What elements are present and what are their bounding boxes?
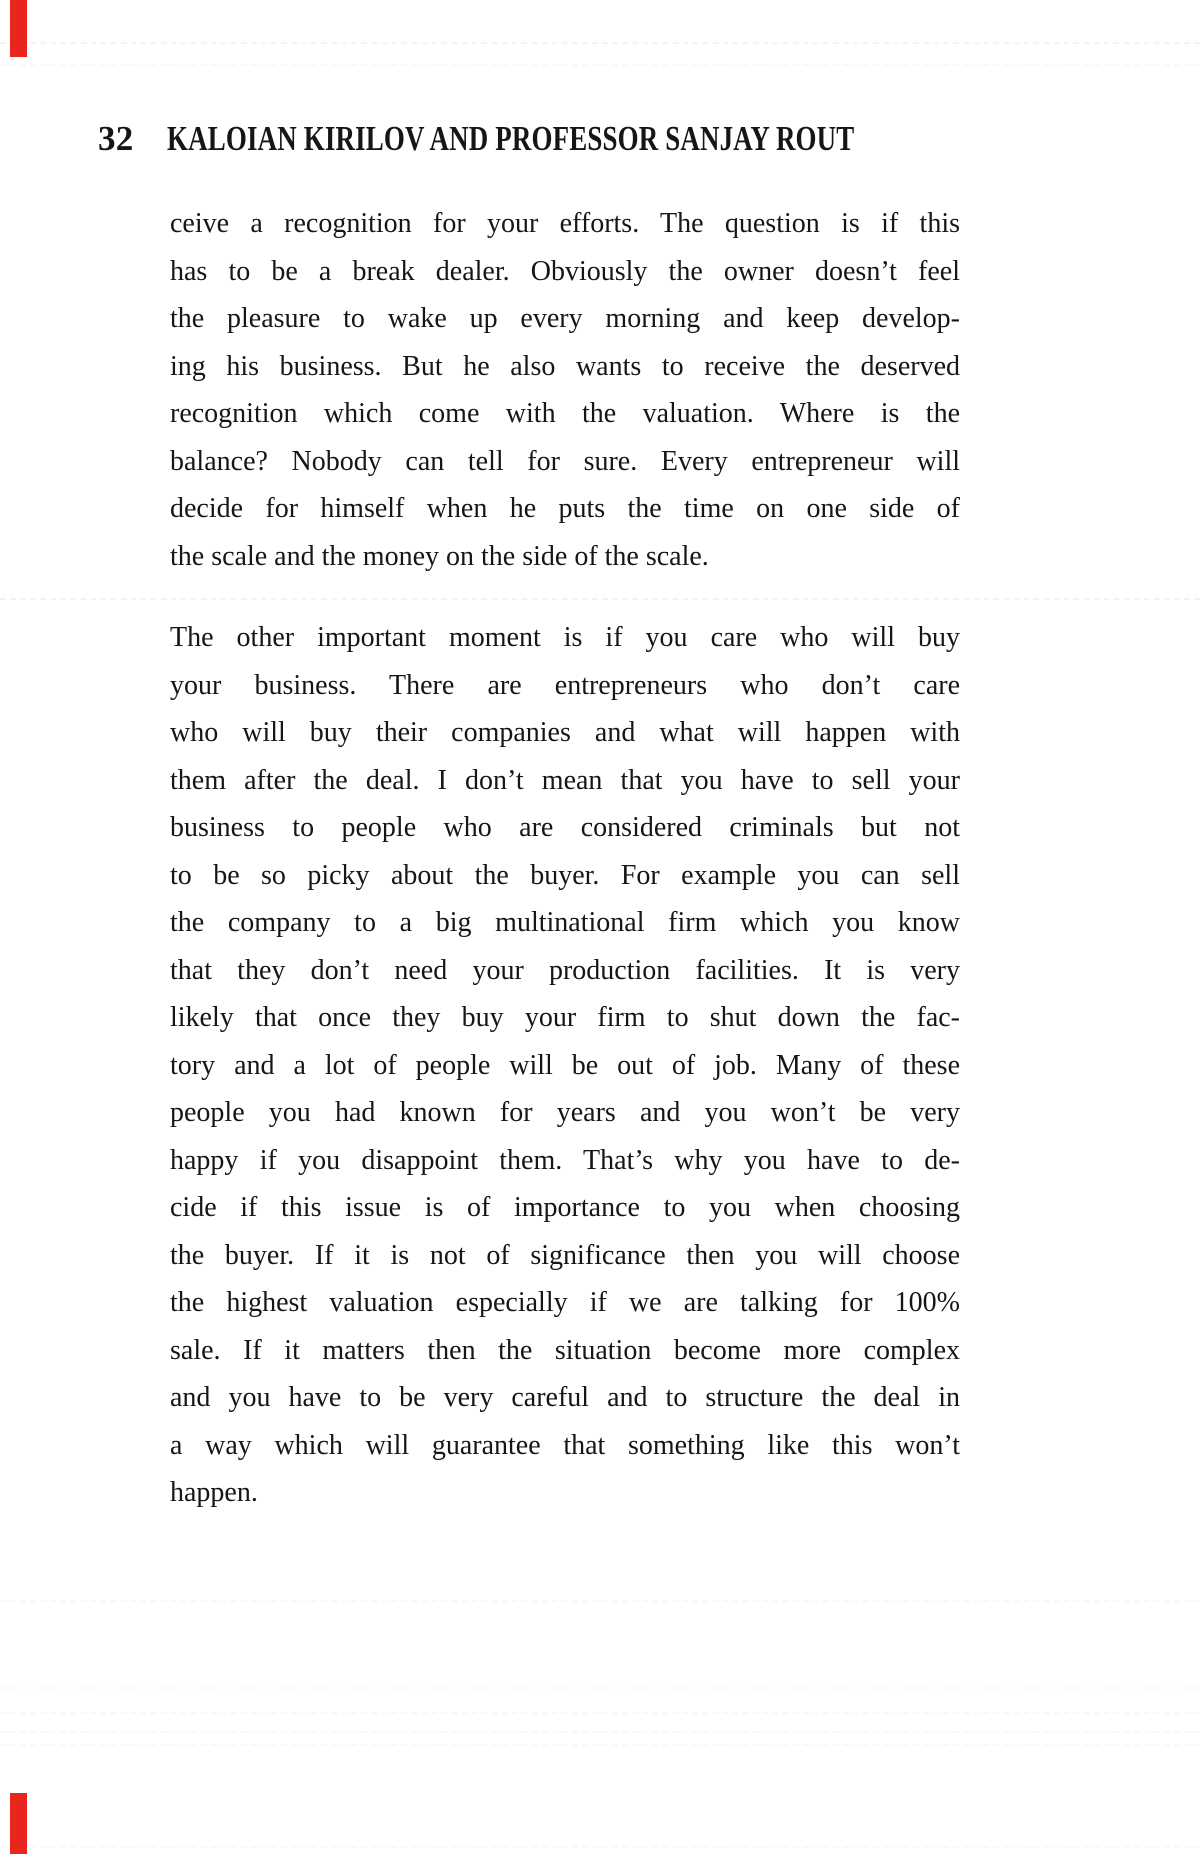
running-header-title: KALOIAN KIRILOV AND PROFESSOR SANJAY ROUT [167,119,855,158]
page-number: 32 [98,119,134,158]
text-line: who will buy their companies and what will happen with [170,717,960,748]
paragraph [170,200,960,580]
text-line: your business. There are entrepreneurs who don’t care [170,669,960,701]
scan-artifact-line [0,1846,1200,1848]
page-edge-marker-bottom [10,1793,27,1854]
scan-artifact-line [0,1712,1200,1714]
text-line: ceive a recognition for your efforts. The question is if this [170,208,960,239]
text-line: balance? Nobody can tell for sure. Every entrepreneur will [170,445,960,477]
text-line: that they don’t need your production facilities. It is very [170,954,960,986]
page-edge-marker-top [10,0,27,57]
text-line: them after the deal. I don’t mean that you have to sell your [170,764,960,796]
text-line: the company to a big multinational firm which you know [170,907,960,938]
text-line: and you have to be very careful and to structure the deal in [170,1382,960,1413]
scan-artifact-line [0,1731,1200,1733]
text-line: the highest valuation especially if we are talking for 100% [170,1287,960,1318]
text-line: recognition which come with the valuation. Where is the [170,398,960,429]
paragraph [170,614,960,1517]
text-line: to be so picky about the buyer. For example you can sell [170,859,960,891]
text-line: the scale and the money on the side of the scale. [170,540,709,572]
text-line: likely that once they buy your firm to shut down the fac- [170,1002,960,1033]
scan-artifact-line [0,64,1200,66]
text-line: the buyer. If it is not of significance then you will choose [170,1239,960,1271]
text-line: people you had known for years and you won’t be very [170,1097,960,1128]
running-header [98,121,1060,156]
text-line: decide for himself when he puts the time on one side of [170,493,960,524]
body-text [170,200,960,1517]
scan-artifact-line [0,1744,1200,1746]
text-line: happy if you disappoint them. That’s why you have to de- [170,1144,960,1176]
text-line: ing his business. But he also wants to receive the deserved [170,350,960,382]
text-line: The other important moment is if you care who will buy [170,622,960,653]
text-line: business to people who are considered criminals but not [170,812,960,843]
scan-artifact-line [0,1687,1200,1689]
scan-artifact-line [0,42,1200,44]
text-line: cide if this issue is of importance to you when choosing [170,1192,960,1223]
scan-artifact-line [0,1600,1200,1602]
text-line: the pleasure to wake up every morning and keep develop- [170,303,960,334]
text-line: a way which will guarantee that something like this won’t [170,1429,960,1461]
text-line: tory and a lot of people will be out of job. Many of these [170,1049,960,1081]
text-line: happen. [170,1477,258,1508]
text-line: sale. If it matters then the situation become more complex [170,1334,960,1366]
text-line: has to be a break dealer. Obviously the owner doesn’t feel [170,255,960,287]
